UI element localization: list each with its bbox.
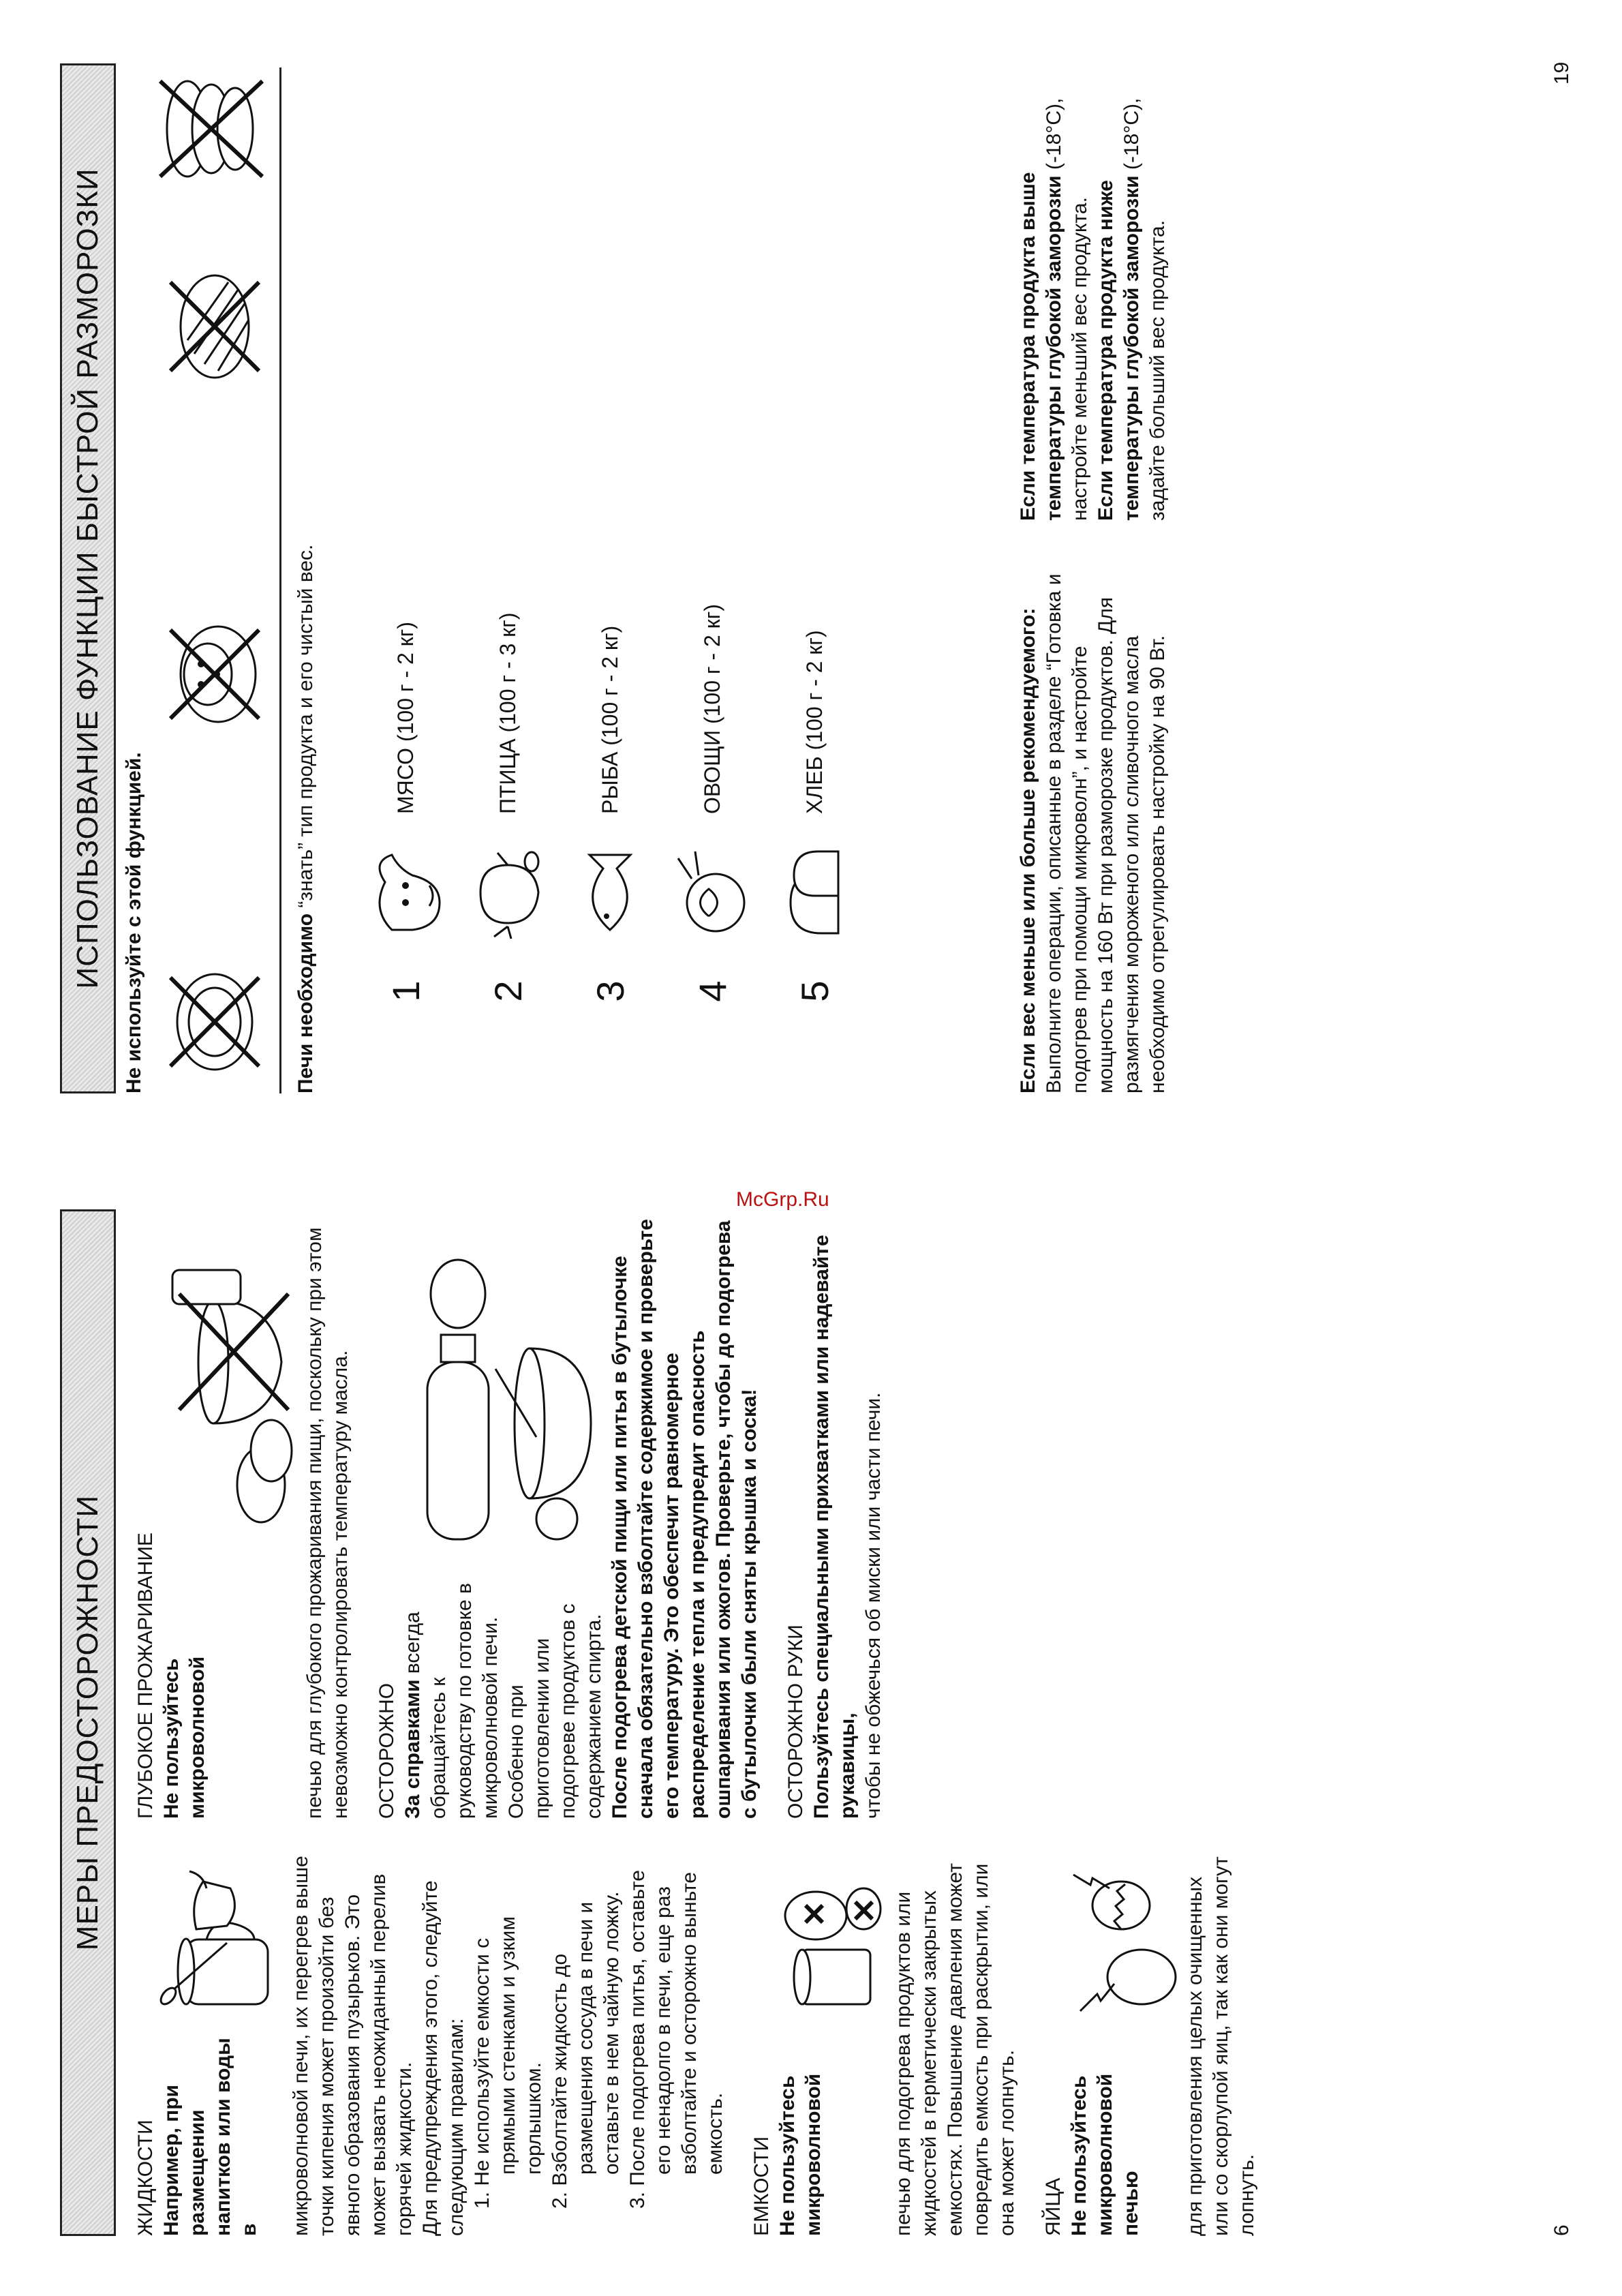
food-item-4[interactable] bbox=[661, 604, 763, 1018]
precautions-title: МЕРЫ ПРЕДОСТОРОЖНОСТИ bbox=[71, 1494, 104, 1951]
defrost-title: ИСПОЛЬЗОВАНИЕ ФУНКЦИИ БЫСТРОЙ РАЗМОРОЗКИ bbox=[71, 168, 104, 989]
liquids-text: микроволновой печи, их перегрев выше точки кипения может произойти без явного образования пузырьков. Это может вызвать неожиданный перелив горячей жидкости. bbox=[290, 1856, 416, 2236]
vegetables-icon bbox=[671, 848, 753, 943]
cow-icon bbox=[365, 848, 446, 943]
forbidden-dishes-row bbox=[153, 71, 269, 1093]
eggs-text: для приготовления целых очищенных или со скорлупой яиц, так как они могут лопнуть. bbox=[1184, 1856, 1258, 2236]
section-divider bbox=[279, 67, 281, 1093]
food-item-5[interactable] bbox=[763, 604, 866, 1018]
food-number: 1 bbox=[384, 980, 427, 1002]
liquids-rule-2: 2. Взболтайте жидкость до размещения сосуда в печи и оставьте в нем чайную ложку. bbox=[549, 1891, 623, 2209]
exploding-eggs-icon bbox=[1067, 1861, 1182, 2018]
page-number-right: 19 bbox=[1550, 61, 1573, 85]
defrost-header bbox=[60, 63, 116, 1093]
caution-title: ОСТОРОЖНО bbox=[376, 1682, 398, 1819]
liquids-rule-1: 1. Не используйте емкости с прямыми стенками и узким горлышком. bbox=[471, 1916, 545, 2209]
know-weight-text: Печи необходимо “знать” тип продукта и его чистый вес. bbox=[294, 544, 317, 1093]
no-use-text: Не используйте с этой функцией. bbox=[123, 752, 145, 1093]
food-list bbox=[354, 604, 866, 1018]
watermark: McGrp.Ru bbox=[736, 1188, 829, 1211]
caution-section bbox=[374, 1219, 763, 1819]
hands-bold: Пользуйтесь специальными прихватками или надевайте рукавицы, bbox=[810, 1235, 859, 1819]
deep-frying-text: печью для глубокого прожаривания пищи, поскольку при этом невозможно контролировать температуру масла. bbox=[303, 1227, 352, 1819]
baby-bottle-bowl-icon bbox=[400, 1246, 605, 1560]
liquids-rule-3: 3. После подогрева питья, оставьте его ненадолго в печи, еще раз взболтайте и осторожно выньте емкость. bbox=[626, 1870, 726, 2209]
page-left bbox=[0, 1148, 1622, 2296]
deep-frying-title: ГЛУБОКОЕ ПРОЖАРИВАНИЕ bbox=[134, 1532, 157, 1819]
food-label: ПТИЦА (100 г - 3 кг) bbox=[495, 612, 520, 814]
hands-section bbox=[783, 1219, 887, 1819]
page-number-left: 6 bbox=[1550, 2224, 1573, 2236]
crossed-grill-rack-icon bbox=[164, 269, 266, 384]
precautions-header bbox=[60, 1209, 116, 2236]
hands-text: чтобы не обжечься об миски или части печи. bbox=[862, 1392, 885, 1819]
hands-title: ОСТОРОЖНО РУКИ bbox=[784, 1625, 807, 1819]
crossed-bowls-stack-icon bbox=[157, 71, 266, 187]
bread-icon bbox=[774, 848, 855, 943]
caution-text: всегда обращайтесь к руководству по готовке в микроволновой печи. Особенно при приготовлении или подогреве продуктов с содержанием спирта. bbox=[401, 1583, 605, 1819]
left-column-2 bbox=[133, 1219, 887, 1819]
caution-bold-warning: После подогрева детской пищи или питья в бутылочке сначала обязательно взболтайте содержимое и проверьте его температуру. Это обеспечит равномерное распределение тепла и предупредит опасность ошпаривания или ожогов. Проверьте, чтобы до подогрева с бутылочки были сняты крышка и соска! bbox=[609, 1219, 761, 1819]
caution-bold: За справками bbox=[401, 1679, 424, 1819]
food-label: ОВОЩИ (100 г - 2 кг) bbox=[699, 603, 724, 814]
containers-section bbox=[749, 1854, 1020, 2236]
sealed-jars-icon bbox=[775, 1868, 891, 2018]
food-number: 5 bbox=[793, 980, 836, 1002]
deep-frying-bold: Не пользуйтесь микроволновой bbox=[160, 1656, 209, 1819]
containers-bold: Не пользуйтесь микроволновой bbox=[776, 2073, 825, 2236]
food-label: РЫБА (100 г - 2 кг) bbox=[597, 625, 622, 814]
weight-note: Если вес меньше или больше рекомендуемого: Выполните операции, описанные в разделе “Готовка и подогрев при помощи микроволн”, и настройте мощность на 160 Вт при разморозке продуктов. Для размягчения мороженого или сливочного масла необходимо отрегулировать настройку на 90 Вт. bbox=[1017, 573, 1169, 1093]
eggs-section bbox=[1041, 1854, 1260, 2236]
liquids-bold: Например, при размещении напитков или воды в bbox=[160, 2038, 260, 2236]
deep-frying-section bbox=[133, 1219, 354, 1819]
crossed-covered-dish-icon bbox=[164, 616, 266, 732]
food-number: 3 bbox=[588, 980, 632, 1002]
food-item-3[interactable] bbox=[559, 604, 661, 1018]
food-label: ХЛЕБ (100 г - 2 кг) bbox=[801, 630, 827, 814]
left-column-1 bbox=[133, 1854, 1260, 2236]
containers-text: печью для подогрева продуктов или жидкостей в герметически закрытых емкостях. Повышение давления может повредить емкость при раскрытии, или она может лопнуть. bbox=[892, 1863, 1018, 2236]
liquids-title: ЖИДКОСТИ bbox=[134, 2119, 157, 2236]
eggs-title: ЯЙЦА bbox=[1042, 2177, 1065, 2236]
liquids-rules-intro: Для предупреждения этого, следуйте следующим правилам: bbox=[419, 1880, 468, 2236]
liquids-section bbox=[133, 1854, 729, 2236]
containers-title: ЕМКОСТИ bbox=[750, 2136, 773, 2236]
crossed-plate-icon bbox=[164, 964, 266, 1080]
eggs-bold: Не пользуйтесь микроволновой печью bbox=[1068, 2073, 1142, 2236]
food-item-1[interactable] bbox=[354, 604, 457, 1018]
chicken-icon bbox=[467, 848, 549, 943]
deep-fryer-icon bbox=[159, 1260, 302, 1546]
kettle-spoon-icon bbox=[159, 1868, 288, 2031]
temperature-notes: Если температура продукта выше температуры глубокой заморозки (-18°C), настройте меньший вес продукта. Если температура продукта ниже температуры глубокой заморозки (-18°C), задайте больший вес продукта. bbox=[1017, 97, 1169, 521]
food-number: 4 bbox=[690, 980, 734, 1002]
fish-icon bbox=[569, 848, 651, 943]
food-number: 2 bbox=[486, 980, 530, 1002]
food-item-2[interactable] bbox=[457, 604, 559, 1018]
food-label: МЯСО (100 г - 2 кг) bbox=[393, 621, 418, 814]
